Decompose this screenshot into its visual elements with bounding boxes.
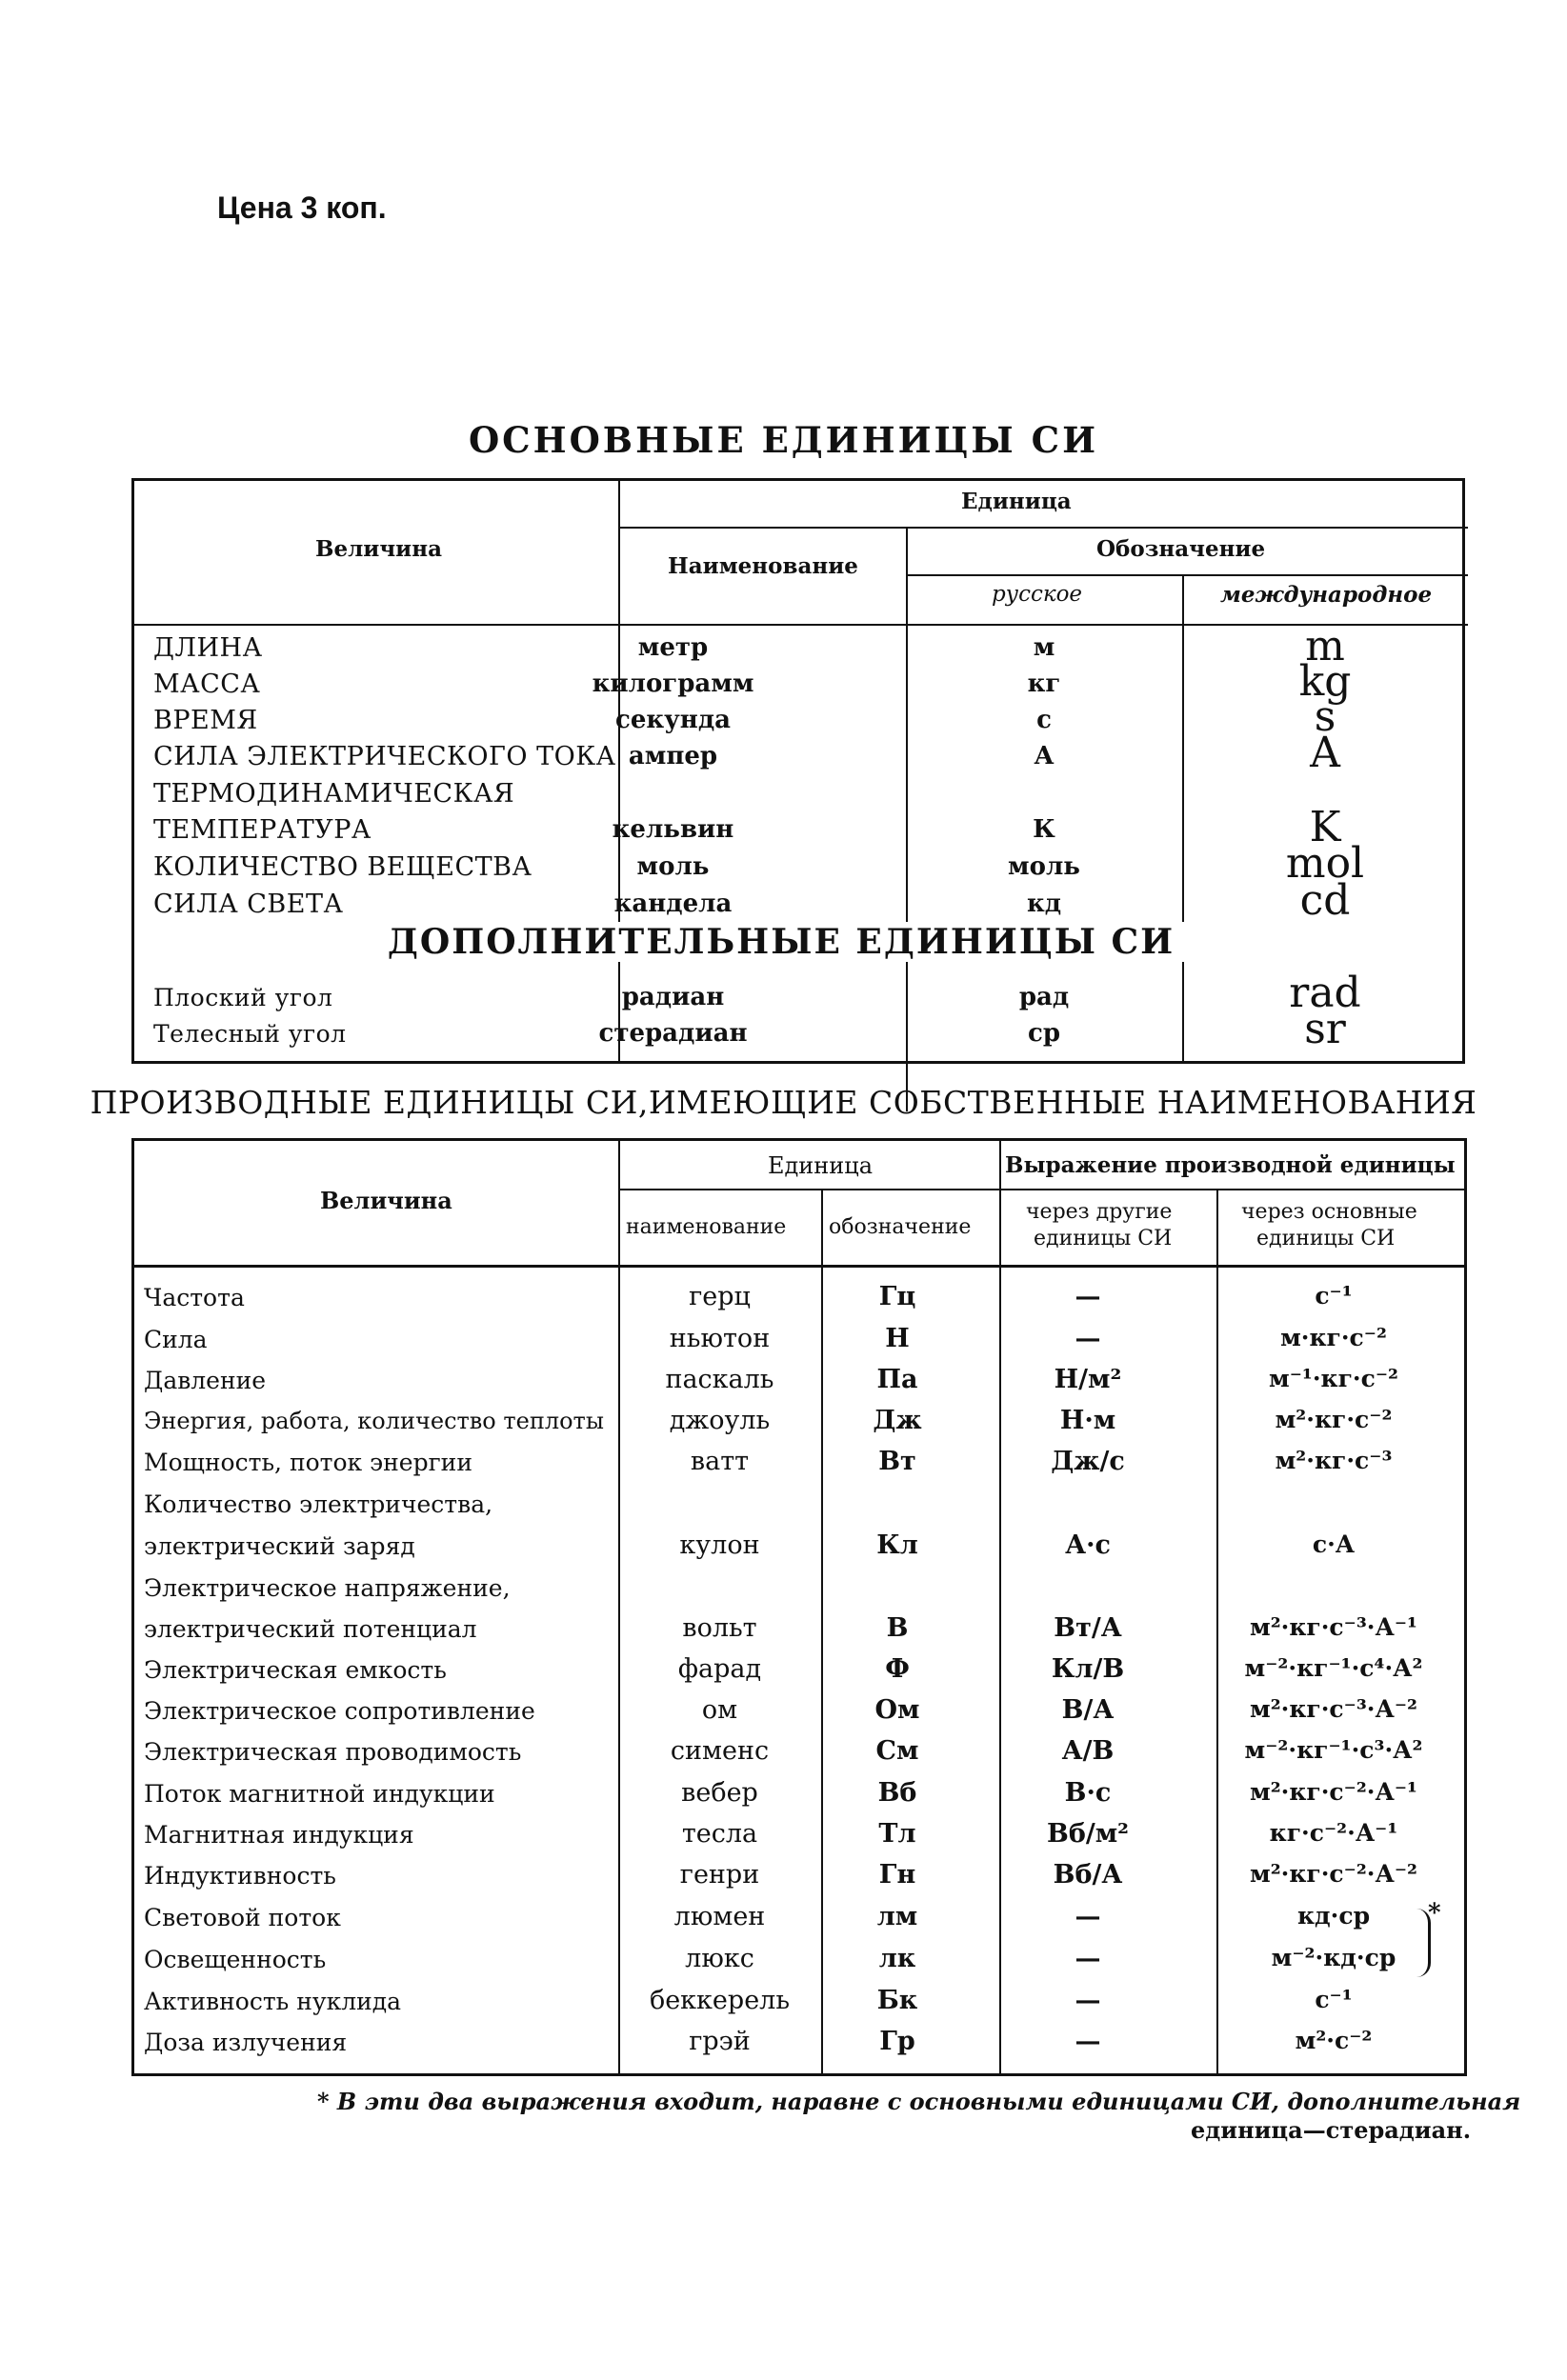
row-quantity: Электрическое сопротивление	[144, 1697, 535, 1725]
price-label: Цена 3 коп.	[217, 190, 387, 225]
row-quantity: Плоский угол	[153, 984, 333, 1011]
row-quantity: электрический потенциал	[144, 1615, 477, 1643]
row-symbol-ru: м	[1033, 633, 1055, 662]
header-unit: Единица	[768, 1152, 874, 1179]
row-name: ампер	[628, 742, 718, 770]
row-symbol: Гр	[879, 2027, 915, 2056]
row-name: грэй	[689, 2027, 751, 2056]
row-symbol-intl: rad	[1289, 969, 1361, 1017]
row-quantity: Световой поток	[144, 1904, 341, 1931]
row-quantity: Магнитная индукция	[144, 1821, 414, 1849]
row-base-units: м²·кг·с⁻³	[1275, 1447, 1393, 1474]
row-symbol-intl: sr	[1304, 1005, 1346, 1053]
row-symbol: Дж	[873, 1406, 922, 1435]
row-base-units: с·А	[1312, 1530, 1356, 1558]
row-symbol: Н	[885, 1324, 910, 1353]
row-other-units: Дж/с	[1051, 1447, 1125, 1476]
row-name: вольт	[682, 1613, 757, 1643]
row-base-units: м⁻¹·кг·с⁻²	[1268, 1365, 1398, 1392]
row-symbol-intl: m	[1305, 622, 1345, 670]
row-symbol-ru: кд	[1026, 890, 1062, 918]
row-quantity: МАССА	[153, 670, 261, 699]
row-symbol-ru: моль	[1008, 852, 1080, 881]
row-name: ом	[701, 1695, 738, 1725]
row-name: стерадиан	[598, 1019, 748, 1048]
row-name: люкс	[685, 1944, 754, 1973]
header-expression: Выражение производной единицы	[1005, 1152, 1456, 1178]
row-name: герц	[689, 1282, 751, 1311]
row-base-units: м²·кг·с⁻²·А⁻²	[1249, 1860, 1418, 1888]
row-other-units: —	[1075, 1944, 1101, 1973]
row-name: люмен	[673, 1902, 766, 1931]
row-symbol-intl: mol	[1285, 839, 1365, 888]
base-units-title: ОСНОВНЫЕ ЕДИНИЦЫ СИ	[468, 419, 1099, 461]
row-quantity: Электрическое напряжение,	[144, 1574, 511, 1602]
row-other-units: Вб/А	[1053, 1860, 1123, 1890]
row-name: вебер	[681, 1778, 758, 1808]
row-symbol-ru: К	[1033, 815, 1055, 844]
row-other-units: Вт/А	[1054, 1613, 1122, 1643]
row-symbol: Ом	[874, 1695, 920, 1725]
row-symbol-ru: А	[1034, 742, 1055, 770]
row-name: джоуль	[669, 1406, 771, 1435]
row-other-units: —	[1075, 1902, 1101, 1931]
row-quantity: Телесный угол	[153, 1020, 347, 1048]
header-unit: Единица	[961, 489, 1072, 514]
row-quantity: Поток магнитной индукции	[144, 1780, 495, 1808]
row-base-units: кд·ср	[1296, 1902, 1371, 1930]
row-other-units: Н·м	[1059, 1406, 1116, 1435]
row-base-units: м²·кг·с⁻²	[1275, 1406, 1393, 1433]
row-name: метр	[637, 633, 709, 662]
row-symbol-ru: ср	[1027, 1019, 1060, 1048]
row-name: генри	[679, 1860, 760, 1890]
row-symbol: Тл	[878, 1819, 916, 1849]
header-quantity: Величина	[320, 1187, 452, 1214]
row-quantity: Освещенность	[144, 1946, 327, 1973]
header-other-line1: через другие	[1026, 1200, 1173, 1224]
row-name: паскаль	[665, 1365, 774, 1394]
row-other-units: В·с	[1064, 1778, 1112, 1808]
row-other-units: А/В	[1061, 1736, 1115, 1766]
row-name: кулон	[679, 1530, 760, 1560]
row-quantity: Сила	[144, 1326, 208, 1353]
row-base-units: кг·с⁻²·А⁻¹	[1269, 1819, 1398, 1847]
row-symbol-ru: с	[1036, 706, 1052, 734]
row-base-units: м⁻²·кг⁻¹·с⁴·А²	[1244, 1654, 1423, 1682]
row-base-units: м⁻²·кг⁻¹·с³·А²	[1244, 1736, 1423, 1764]
row-symbol: лк	[878, 1944, 916, 1973]
row-quantity: ВРЕМЯ	[153, 706, 258, 735]
header-name: наименование	[626, 1215, 787, 1239]
row-name: ньютон	[669, 1324, 771, 1353]
row-symbol-intl: A	[1310, 729, 1340, 777]
base-units-table	[131, 478, 1465, 1064]
row-name: радиан	[621, 983, 725, 1011]
row-base-units: с⁻¹	[1315, 1282, 1353, 1310]
row-other-units: —	[1075, 1986, 1101, 2015]
header-base-line1: через основные	[1241, 1200, 1417, 1224]
row-quantity: Активность нуклида	[144, 1988, 402, 2015]
row-symbol-intl: cd	[1299, 876, 1351, 925]
row-base-units: м⁻²·кд·ср	[1271, 1944, 1396, 1971]
row-base-units: м²·кг·с⁻³·А⁻¹	[1249, 1613, 1418, 1641]
footnote-line-1: * В эти два выражения входит, наравне с основными единицами СИ, дополнительная	[317, 2088, 1521, 2115]
row-quantity: Электрическая проводимость	[144, 1738, 522, 1766]
row-name: ватт	[690, 1447, 750, 1476]
bracket-footnote-mark: *	[1428, 1899, 1441, 1928]
row-symbol: лм	[876, 1902, 918, 1931]
row-name: секунда	[615, 706, 731, 734]
row-name: моль	[636, 852, 710, 881]
row-quantity: СИЛА ЭЛЕКТРИЧЕСКОГО ТОКА	[153, 742, 616, 771]
row-other-units: Н/м²	[1054, 1365, 1122, 1394]
row-base-units: м·кг·с⁻²	[1280, 1324, 1387, 1351]
row-symbol-intl: s	[1314, 692, 1336, 741]
row-symbol: См	[875, 1736, 919, 1766]
row-quantity: Мощность, поток энергии	[144, 1449, 472, 1476]
row-quantity: Электрическая емкость	[144, 1656, 447, 1684]
supplementary-units-title: ДОПОЛНИТЕЛЬНЫЕ ЕДИНИЦЫ СИ	[362, 922, 1200, 962]
row-symbol: Па	[876, 1365, 918, 1394]
row-other-units: Кл/В	[1051, 1654, 1125, 1684]
row-symbol: Вт	[878, 1447, 916, 1476]
footnote-line-2: единица—стерадиан.	[1191, 2116, 1472, 2144]
row-name: фарад	[677, 1654, 762, 1684]
row-symbol: Бк	[876, 1986, 918, 2015]
row-quantity: КОЛИЧЕСТВО ВЕЩЕСТВА	[153, 852, 532, 882]
row-symbol-ru: рад	[1018, 983, 1070, 1011]
row-quantity: ТЕМПЕРАТУРА	[153, 815, 372, 845]
row-base-units: м²·кг·с⁻³·А⁻²	[1249, 1695, 1418, 1723]
header-quantity: Величина	[315, 536, 442, 562]
row-other-units: —	[1075, 2027, 1101, 2056]
row-other-units: —	[1075, 1324, 1101, 1353]
row-quantity: ТЕРМОДИНАМИЧЕСКАЯ	[153, 779, 515, 809]
row-other-units: —	[1075, 1282, 1101, 1311]
header-symbol: Обозначение	[1096, 536, 1266, 562]
derived-units-title: ПРОИЗВОДНЫЕ ЕДИНИЦЫ СИ,ИМЕЮЩИЕ СОБСТВЕННЫЕ НАИМЕНОВАНИЯ	[90, 1084, 1477, 1121]
row-base-units: м²·кг·с⁻²·А⁻¹	[1249, 1778, 1418, 1806]
row-quantity: Количество электричества,	[144, 1490, 493, 1518]
header-other-line2: единицы СИ	[1034, 1227, 1173, 1250]
row-name: беккерель	[649, 1986, 791, 2015]
row-quantity: Индуктивность	[144, 1862, 336, 1890]
row-name: тесла	[681, 1819, 758, 1849]
header-international: международное	[1220, 582, 1433, 608]
row-quantity: Энергия, работа, количество теплоты	[144, 1408, 604, 1434]
header-symbol: обозначение	[829, 1215, 972, 1239]
row-symbol-intl: K	[1309, 803, 1341, 851]
row-name: кельвин	[612, 815, 734, 844]
row-quantity: электрический заряд	[144, 1532, 415, 1560]
row-other-units: А·с	[1065, 1530, 1111, 1560]
row-other-units: В/А	[1061, 1695, 1115, 1725]
row-symbol: Ф	[885, 1654, 910, 1684]
row-quantity: Доза излучения	[144, 2029, 348, 2056]
row-quantity: СИЛА СВЕТА	[153, 890, 344, 919]
row-quantity: Давление	[144, 1367, 267, 1394]
row-symbol-intl: kg	[1298, 657, 1352, 706]
row-symbol: Гц	[878, 1282, 916, 1311]
row-base-units: с⁻¹	[1315, 1986, 1353, 2013]
row-name: кандела	[613, 890, 733, 918]
header-base-line2: единицы СИ	[1256, 1227, 1396, 1250]
row-symbol: В	[886, 1613, 909, 1643]
row-base-units: м²·с⁻²	[1295, 2027, 1373, 2054]
derived-units-table	[131, 1138, 1467, 2076]
row-symbol: Вб	[877, 1778, 917, 1808]
row-symbol-ru: кг	[1027, 670, 1061, 698]
row-other-units: Вб/м²	[1047, 1819, 1129, 1849]
row-symbol: Гн	[878, 1860, 916, 1890]
row-quantity: Частота	[144, 1284, 245, 1311]
header-name: Наименование	[668, 553, 858, 579]
row-name: килограмм	[592, 670, 754, 698]
row-symbol: Кл	[876, 1530, 918, 1560]
row-quantity: ДЛИНА	[153, 633, 263, 663]
header-russian: русское	[992, 582, 1083, 607]
row-name: сименс	[670, 1736, 770, 1766]
